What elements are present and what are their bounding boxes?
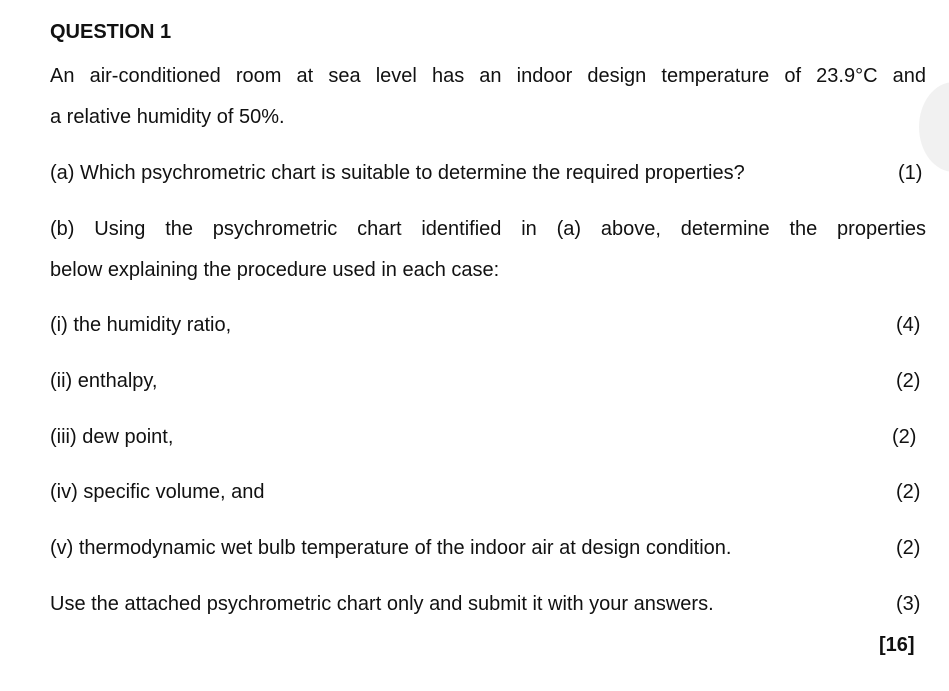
part-b-line-1: (b) Using the psychrometric chart identified in (a) above, determine the properties bbox=[50, 218, 926, 240]
item-iv-marks: (2) bbox=[896, 481, 921, 503]
item-i-text: (i) the humidity ratio, bbox=[50, 314, 232, 336]
total-marks: [16] bbox=[879, 634, 915, 656]
item-iv-text: (iv) specific volume, and bbox=[50, 481, 265, 503]
question-heading: QUESTION 1 bbox=[50, 21, 172, 43]
intro-line-2: a relative humidity of 50%. bbox=[50, 106, 285, 128]
item-v-text: (v) thermodynamic wet bulb temperature of the indoor air at design condition. bbox=[50, 537, 732, 559]
page-edge-shadow bbox=[919, 82, 949, 172]
part-a-text: (a) Which psychrometric chart is suitable to determine the required properties? bbox=[50, 162, 745, 184]
instruction-marks: (3) bbox=[896, 593, 921, 615]
item-ii-marks: (2) bbox=[896, 370, 921, 392]
item-v-marks: (2) bbox=[896, 537, 921, 559]
item-i-marks: (4) bbox=[896, 314, 921, 336]
part-b-line-2: below explaining the procedure used in each case: bbox=[50, 259, 500, 281]
item-iii-marks: (2) bbox=[892, 426, 917, 448]
item-ii-text: (ii) enthalpy, bbox=[50, 370, 158, 392]
instruction-text: Use the attached psychrometric chart only and submit it with your answers. bbox=[50, 593, 714, 615]
part-a-marks: (1) bbox=[898, 162, 923, 184]
item-iii-text: (iii) dew point, bbox=[50, 426, 174, 448]
intro-line-1: An air-conditioned room at sea level has an indoor design temperature of 23.9°C and bbox=[50, 65, 926, 87]
